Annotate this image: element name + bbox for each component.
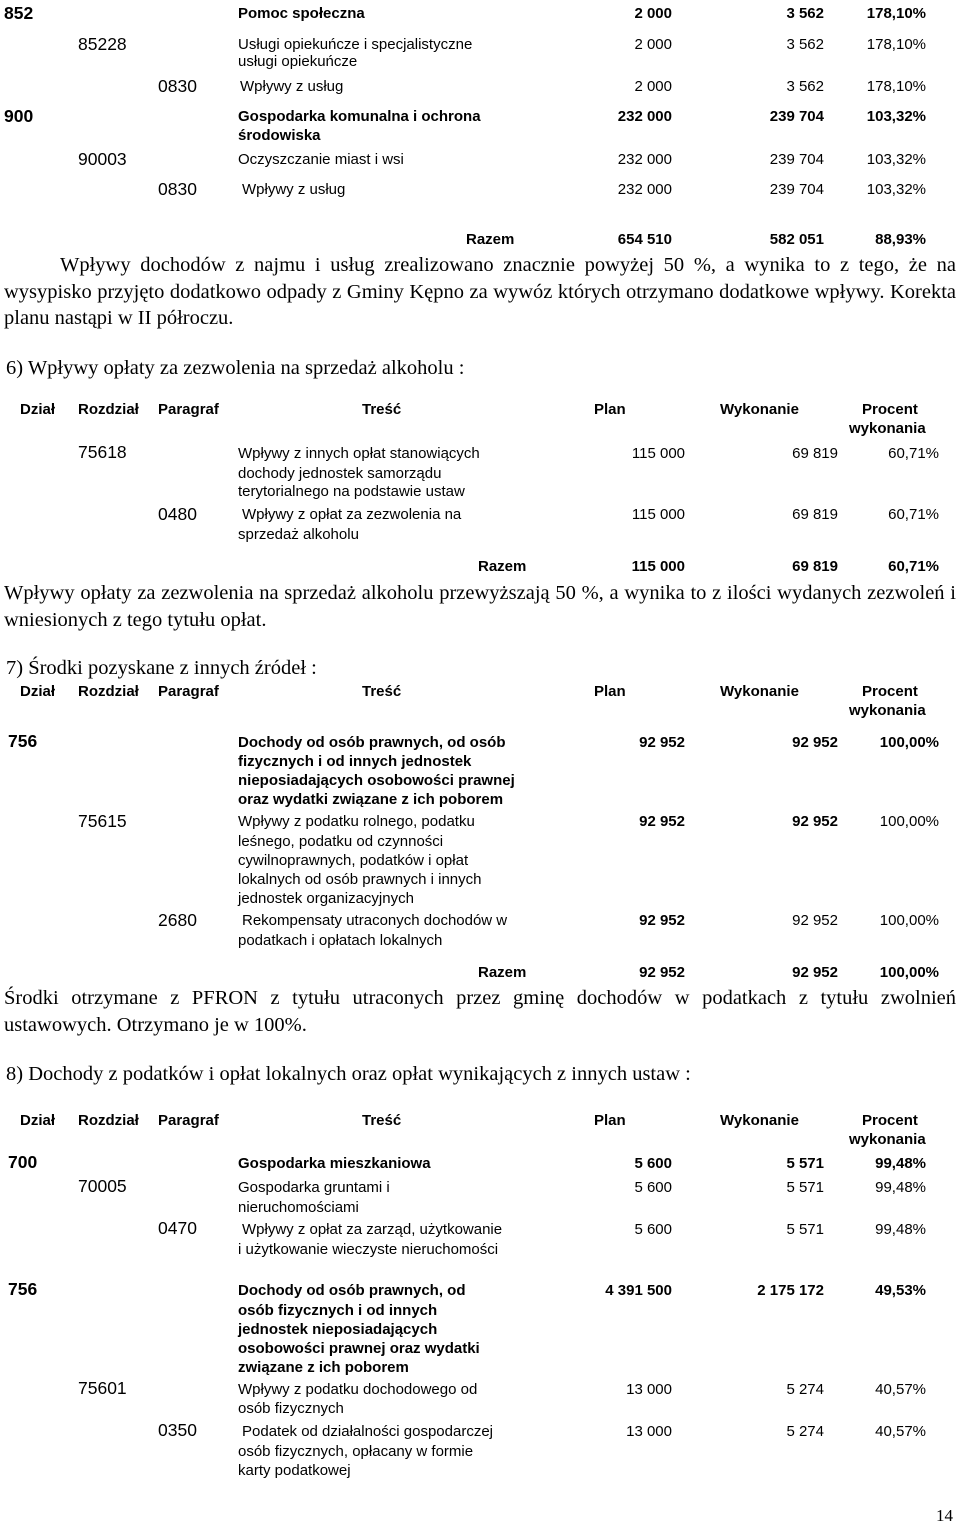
dzial-code: 900 [4,106,34,126]
header-plan: Plan [594,683,626,700]
razem-label: Razem [478,558,527,575]
header-paragraf: Paragraf [158,401,219,418]
row-title-line2: środowiska [238,127,321,144]
section-heading: 6) Wpływy opłaty za zezwolenia na sprzedaż alkoholu : [6,357,465,379]
section-heading: 8) Dochody z podatków i opłat lokalnych oraz opłat wynikających z innych ustaw : [6,1063,691,1085]
procent-value: 100,00% [879,734,939,751]
header-rozdzial: Rozdział [78,1112,139,1129]
razem-procent: 88,93% [875,231,926,248]
plan-value: 232 000 [617,181,672,198]
dzial-code: 756 [8,1279,38,1299]
header-plan: Plan [594,1112,626,1129]
page-number: 14 [936,1506,953,1525]
row-title-line2: osób fizycznych [238,1400,344,1417]
header-tresc: Treść [362,401,402,418]
header-procent: Procent [862,1112,918,1129]
row-title-line2: osób fizycznych i od innych [238,1302,438,1319]
plan-value: 232 000 [617,108,672,125]
row-title-line3: nieposiadających osobowości prawnej [238,772,515,789]
header-wykonania: wykonania [849,1131,926,1148]
razem-plan: 115 000 [631,558,685,575]
header-rozdzial: Rozdział [78,401,139,418]
wykonanie-value: 3 562 [786,5,824,22]
procent-value: 49,53% [875,1282,926,1299]
row-title-line1: Wpływy z innych opłat stanowiących [238,445,480,462]
wykonanie-value: 69 819 [792,445,838,462]
row-title-line2: usługi opiekuńcze [238,53,358,70]
row-title-line5: związane z ich poborem [238,1359,409,1376]
wykonanie-value: 5 571 [786,1221,824,1238]
dzial-code: 700 [8,1152,38,1172]
dzial-code: 852 [4,3,34,23]
dzial-code: 756 [8,731,38,751]
procent-value: 40,57% [875,1381,926,1398]
rozdzial-code: 75618 [78,442,127,462]
row-title-line1: Wpływy z podatku dochodowego od [238,1381,478,1398]
procent-value: 60,71% [888,445,939,462]
wykonanie-value: 239 704 [769,181,824,198]
row-title-line2: osób fizycznych, opłacany w formie [238,1443,474,1460]
header-plan: Plan [594,401,626,418]
row-title-line2: podatkach i opłatach lokalnych [238,932,443,949]
row-title-line5: jednostek organizacyjnych [238,890,414,907]
plan-value: 13 000 [626,1381,672,1398]
wykonanie-value: 5 274 [786,1423,824,1440]
row-title: Oczyszczanie miast i wsi [238,151,404,168]
header-paragraf: Paragraf [158,683,219,700]
procent-value: 99,48% [875,1221,926,1238]
procent-value: 103,32% [866,181,926,198]
razem-plan: 92 952 [639,964,685,981]
plan-value: 5 600 [634,1155,672,1172]
rozdzial-code: 70005 [78,1176,127,1196]
row-title-line2: fizycznych i od innych jednostek [238,753,472,770]
plan-value: 92 952 [639,912,685,929]
paragraf-code: 2680 [158,910,197,930]
plan-value: 115 000 [631,445,685,462]
procent-value: 178,10% [866,36,926,53]
header-procent: Procent [862,683,918,700]
procent-value: 178,10% [866,78,926,95]
row-title-line1: Gospodarka komunalna i ochrona [238,108,481,125]
procent-value: 99,48% [875,1155,926,1172]
row-title: Wpływy z usług [240,78,344,95]
row-title-line2: dochody jednostek samorządu [238,465,442,482]
plan-value: 2 000 [634,36,672,53]
row-title-line1: Usługi opiekuńcze i specjalistyczne [238,36,473,53]
razem-wykonanie: 582 051 [769,231,824,248]
row-title-line1: Rekompensaty utraconych dochodów w [242,912,508,929]
wykonanie-value: 3 562 [786,78,824,95]
rozdzial-code: 75601 [78,1378,127,1398]
row-title-line3: terytorialnego na podstawie ustaw [238,483,465,500]
row-title-line3: karty podatkowej [238,1462,351,1479]
plan-value: 115 000 [631,506,685,523]
row-title-line1: Dochody od osób prawnych, od [238,1282,466,1299]
razem-plan: 654 510 [617,231,672,248]
header-paragraf: Paragraf [158,1112,219,1129]
procent-value: 178,10% [866,5,926,22]
row-title-line2: leśnego, podatku od czynności [238,833,444,850]
row-title-line1: Wpływy z opłat za zezwolenia na [242,506,462,523]
wykonanie-value: 3 562 [786,36,824,53]
razem-wykonanie: 92 952 [792,964,838,981]
paragraf-code: 0480 [158,504,197,524]
rozdzial-code: 90003 [78,149,127,169]
wykonanie-value: 5 571 [786,1179,824,1196]
wykonanie-value: 69 819 [792,506,838,523]
header-dzial: Dział [20,401,56,418]
plan-value: 5 600 [634,1179,672,1196]
wykonanie-value: 239 704 [769,151,824,168]
rozdzial-code: 75615 [78,811,127,831]
procent-value: 60,71% [888,506,939,523]
plan-value: 13 000 [626,1423,672,1440]
header-wykonanie: Wykonanie [720,683,799,700]
procent-value: 103,32% [866,151,926,168]
plan-value: 2 000 [634,5,672,22]
plan-value: 5 600 [634,1221,672,1238]
note-paragraph: Wpływy dochodów z najmu i usług zrealizowano znacznie powyżej 50 %, a wynika to z tego, że na wysypisko przyjęto dodatkowo odpady z Gminy Kępno za wywóz których otrzymano dodatkowe wpływy. Korekta planu nastąpi w II półroczu. [4,254,956,329]
row-title-line4: oraz wydatki związane z ich poborem [238,791,504,808]
paragraf-code: 0830 [158,76,197,96]
row-title-line4: lokalnych od osób prawnych i innych [238,871,482,888]
row-title-line2: nieruchomościami [238,1199,359,1216]
wykonanie-value: 92 952 [792,912,838,929]
wykonanie-value: 5 571 [786,1155,824,1172]
header-wykonanie: Wykonanie [720,1112,799,1129]
plan-value: 4 391 500 [605,1282,672,1299]
row-title-line3: cywilnoprawnych, podatków i opłat [238,852,469,869]
row-title-line3: jednostek nieposiadających [238,1321,438,1338]
wykonanie-value: 92 952 [792,813,838,830]
procent-value: 99,48% [875,1179,926,1196]
row-title-line4: osobowości prawnej oraz wydatki [238,1340,480,1357]
note-paragraph: Środki otrzymane z PFRON z tytułu utraconych przez gminę dochodów w podatkach z tytułu zwolnień ustawowych. Otrzymano je w 100%. [4,987,956,1036]
razem-procent: 100,00% [879,964,939,981]
razem-label: Razem [466,231,515,248]
row-title-line1: Podatek od działalności gospodarczej [242,1423,493,1440]
header-wykonania: wykonania [849,702,926,719]
razem-procent: 60,71% [888,558,939,575]
note-paragraph: Wpływy opłaty za zezwolenia na sprzedaż alkoholu przewyższają 50 %, a wynika to z ilości wydanych zezwoleń i wniesionych z tego tytułu opłat. [4,582,956,631]
paragraf-code: 0350 [158,1420,197,1440]
header-wykonanie: Wykonanie [720,401,799,418]
procent-value: 40,57% [875,1423,926,1440]
header-dzial: Dział [20,1112,56,1129]
row-title: Wpływy z usług [242,181,346,198]
procent-value: 100,00% [879,813,939,830]
wykonanie-value: 92 952 [792,734,838,751]
section-heading: 7) Środki pozyskane z innych źródeł : [6,657,317,679]
header-tresc: Treść [362,683,402,700]
wykonanie-value: 239 704 [769,108,824,125]
row-title-line1: Wpływy z podatku rolnego, podatku [238,813,475,830]
plan-value: 232 000 [617,151,672,168]
row-title-line1: Gospodarka gruntami i [238,1179,390,1196]
paragraf-code: 0830 [158,179,197,199]
row-title-line1: Wpływy z opłat za zarząd, użytkowanie [242,1221,503,1238]
row-title-line2: i użytkowanie wieczyste nieruchomości [238,1241,499,1258]
wykonanie-value: 5 274 [786,1381,824,1398]
razem-wykonanie: 69 819 [792,558,838,575]
row-title: Gospodarka mieszkaniowa [238,1155,431,1172]
row-title: Pomoc społeczna [238,5,365,22]
header-tresc: Treść [362,1112,402,1129]
header-procent: Procent [862,401,918,418]
plan-value: 92 952 [639,734,685,751]
procent-value: 100,00% [879,912,939,929]
procent-value: 103,32% [866,108,926,125]
plan-value: 2 000 [634,78,672,95]
header-dzial: Dział [20,683,56,700]
header-rozdzial: Rozdział [78,683,139,700]
plan-value: 92 952 [639,813,685,830]
header-wykonania: wykonania [849,420,926,437]
row-title-line1: Dochody od osób prawnych, od osób [238,734,506,751]
row-title-line2: sprzedaż alkoholu [238,526,359,543]
rozdzial-code: 85228 [78,34,127,54]
wykonanie-value: 2 175 172 [757,1282,824,1299]
razem-label: Razem [478,964,527,981]
paragraf-code: 0470 [158,1218,197,1238]
